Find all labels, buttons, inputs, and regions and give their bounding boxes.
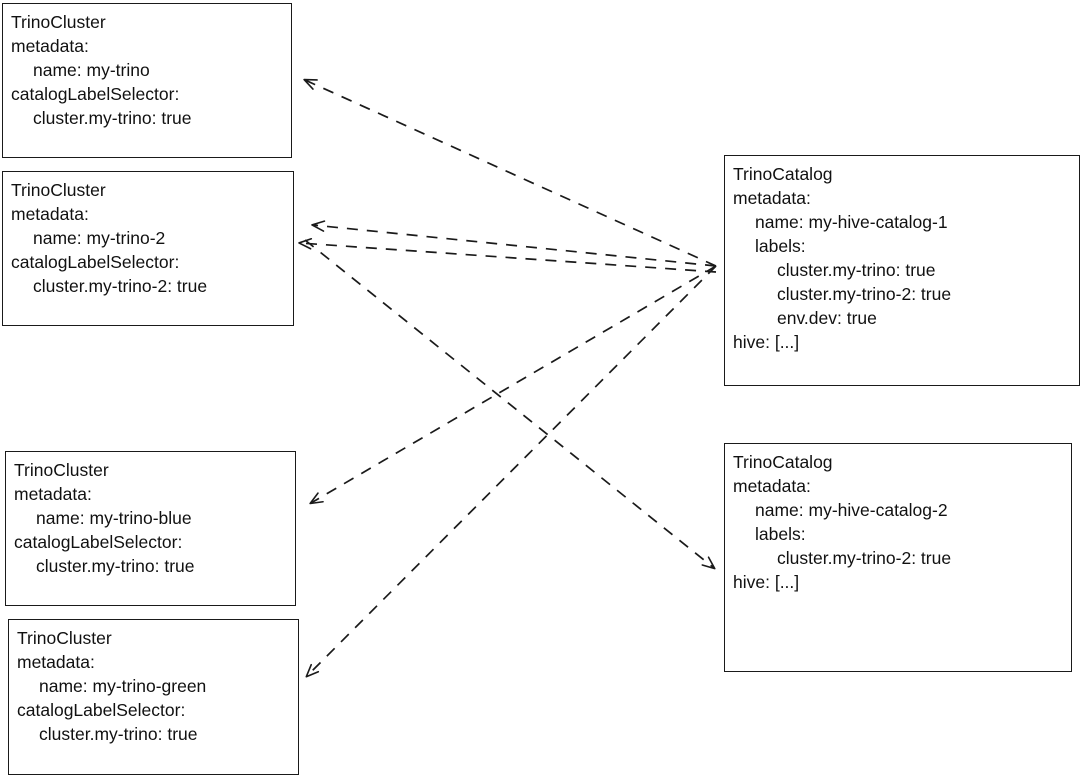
node-line: metadata: — [11, 204, 89, 224]
node-line: labels: — [755, 524, 806, 544]
node-line: catalogLabelSelector: — [11, 252, 180, 272]
node-line: metadata: — [14, 484, 92, 504]
edge-catalog2-to-my-trino-2 — [300, 243, 716, 272]
node-line: name: my-trino — [33, 60, 150, 80]
node-trinocluster-my-trino[interactable] — [2, 3, 292, 158]
node-line: metadata: — [733, 476, 811, 496]
node-line: TrinoCluster — [11, 180, 106, 200]
node-line: labels: — [755, 236, 806, 256]
node-trinocluster-my-trino-blue[interactable] — [5, 451, 296, 606]
node-line: cluster.my-trino-2: true — [777, 284, 952, 304]
node-line: metadata: — [11, 36, 89, 56]
edge-catalog1-to-my-trino — [305, 80, 716, 266]
node-line: cluster.my-trino-2: true — [33, 276, 208, 296]
node-trinocluster-my-trino-green[interactable] — [8, 619, 299, 775]
node-line: name: my-hive-catalog-1 — [755, 212, 948, 232]
node-trinocluster-my-trino-2[interactable] — [2, 171, 294, 326]
node-line: catalogLabelSelector: — [11, 84, 180, 104]
node-line: name: my-hive-catalog-2 — [755, 500, 948, 520]
node-line: TrinoCluster — [11, 12, 106, 32]
edge-catalog1-to-catalog2-path — [305, 240, 714, 568]
node-trinocatalog-my-hive-catalog-1[interactable] — [724, 155, 1080, 386]
node-line: cluster.my-trino: true — [33, 108, 192, 128]
node-trinocatalog-my-hive-catalog-2[interactable] — [724, 443, 1072, 672]
node-line: metadata: — [733, 188, 811, 208]
node-line: TrinoCatalog — [733, 452, 833, 472]
node-line: metadata: — [17, 652, 95, 672]
node-line: catalogLabelSelector: — [14, 532, 183, 552]
node-line: hive: [...] — [733, 572, 800, 592]
node-line: cluster.my-trino: true — [36, 556, 195, 576]
edge-catalog1-to-my-trino-green — [307, 266, 716, 676]
node-line: cluster.my-trino: true — [777, 260, 936, 280]
node-line: name: my-trino-2 — [33, 228, 166, 248]
node-line: TrinoCluster — [14, 460, 109, 480]
node-line: TrinoCatalog — [733, 164, 833, 184]
node-line: cluster.my-trino-2: true — [777, 548, 952, 568]
node-line: name: my-trino-blue — [36, 508, 192, 528]
node-line: cluster.my-trino: true — [39, 724, 198, 744]
edge-catalog1-to-my-trino-blue — [311, 266, 716, 503]
node-line: catalogLabelSelector: — [17, 700, 186, 720]
node-line: hive: [...] — [733, 332, 800, 352]
node-line: TrinoCluster — [17, 628, 112, 648]
node-line: name: my-trino-green — [39, 676, 207, 696]
node-line: env.dev: true — [777, 308, 877, 328]
edge-catalog1-to-my-trino-2 — [313, 225, 716, 266]
